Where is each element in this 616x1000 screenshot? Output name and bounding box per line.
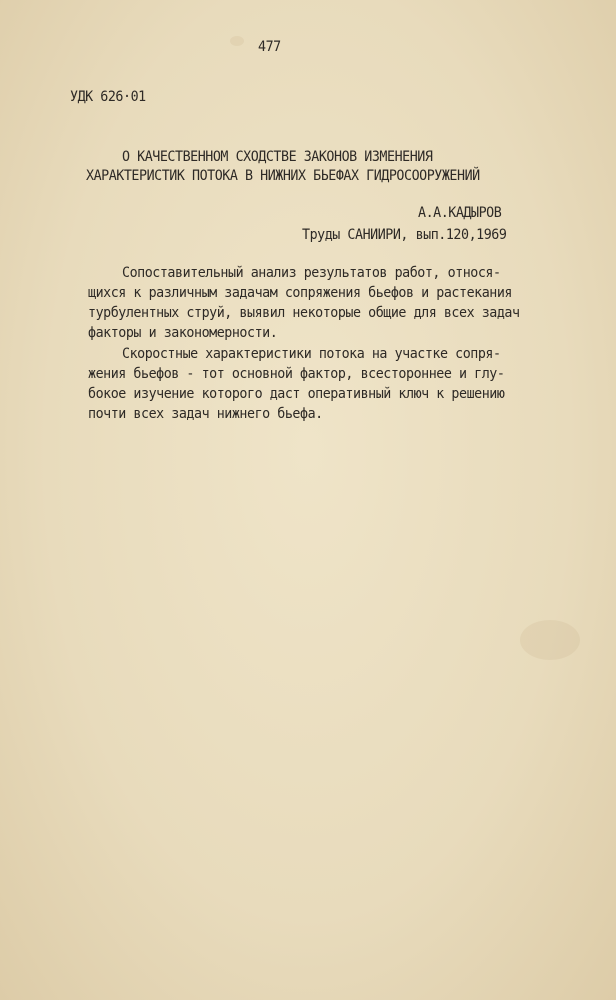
paragraph-line: Сопоставительный анализ результатов работ, относя- [122, 265, 501, 281]
page-number: 477 [258, 39, 281, 55]
paragraph-line: Скоростные характеристики потока на участке сопря- [122, 346, 501, 362]
udc-code: УДК 626·01 [70, 89, 146, 105]
title-line-2: ХАРАКТЕРИСТИК ПОТОКА В НИЖНИХ БЬЕФАХ ГИДРОСООРУЖЕНИЙ [86, 168, 480, 184]
paragraph-line: почти всех задач нижнего бьефа. [88, 406, 323, 422]
publication-source: Труды САНИИРИ, вып.120,1969 [302, 227, 507, 243]
paper-stain [520, 620, 580, 660]
paper-stain [230, 36, 244, 46]
title-line-1: О КАЧЕСТВЕННОМ СХОДСТВЕ ЗАКОНОВ ИЗМЕНЕНИЯ [122, 149, 433, 165]
paragraph-line: бокое изучение которого даст оперативный ключ к решению [88, 386, 505, 402]
paragraph-line: турбулентных струй, выявил некоторые общие для всех задач [88, 305, 520, 321]
author-name: А.А.КАДЫРОВ [418, 205, 502, 221]
paragraph-line: жения бьефов - тот основной фактор, всестороннее и глу- [88, 366, 505, 382]
paragraph-line: щихся к различным задачам сопряжения бьефов и растекания [88, 285, 513, 301]
paragraph-line: факторы и закономерности. [88, 325, 278, 341]
